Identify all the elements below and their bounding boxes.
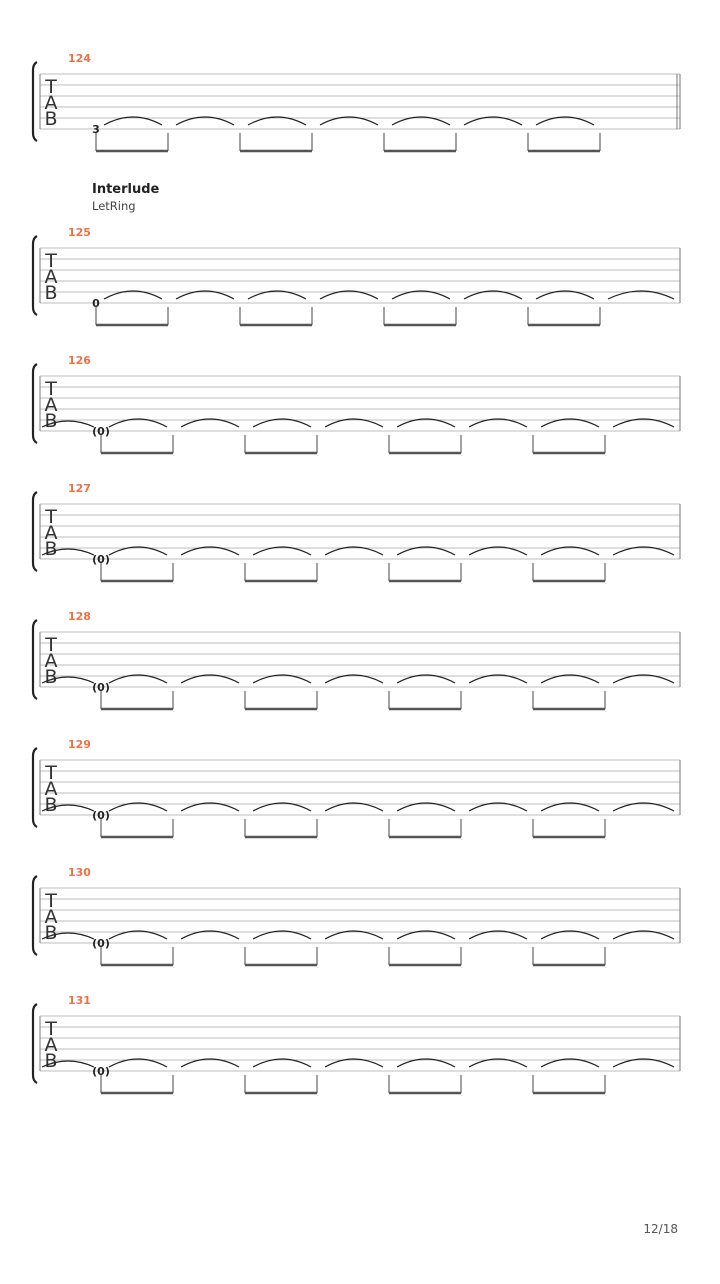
measure-number: 128 [68, 610, 91, 623]
fret-number: (0) [92, 425, 110, 438]
tab-clef-letter: T [45, 506, 57, 528]
tab-clef-letter: B [44, 922, 58, 944]
fret-number: (0) [92, 937, 110, 950]
tab-clef-letter: T [45, 1018, 57, 1040]
measure-number: 127 [68, 482, 91, 495]
tab-clef-letter: B [44, 108, 58, 130]
tab-staff [33, 610, 680, 709]
tab-clef-letter: A [44, 650, 58, 672]
measure-number: 131 [68, 994, 91, 1007]
tab-staff [33, 354, 680, 453]
staff-bracket [33, 236, 37, 315]
tab-clef-letter: A [44, 92, 58, 114]
measure-number: 130 [68, 866, 91, 879]
tab-staff [33, 866, 680, 965]
tab-clef-letter: B [44, 666, 58, 688]
section-subtitle: LetRing [92, 199, 136, 213]
tab-clef-letter: A [44, 266, 58, 288]
staff-bracket [33, 62, 37, 141]
tab-clef-letter: T [45, 250, 57, 272]
tab-staff [33, 738, 680, 837]
tab-clef-letter: T [45, 76, 57, 98]
tab-staff [33, 994, 680, 1093]
tab-clef-letter: T [45, 890, 57, 912]
tab-staff [33, 226, 680, 325]
tab-clef-letter: A [44, 1034, 58, 1056]
fret-number: (0) [92, 1065, 110, 1078]
tab-staff [33, 482, 680, 581]
page-number: 12/18 [643, 1222, 678, 1236]
fret-number: (0) [92, 553, 110, 566]
fret-number: (0) [92, 809, 110, 822]
tab-clef-letter: T [45, 378, 57, 400]
fret-number: 3 [92, 123, 100, 136]
staff-bracket [33, 748, 37, 827]
tab-clef-letter: A [44, 778, 58, 800]
section-title: Interlude [92, 182, 160, 197]
tab-clef-letter: A [44, 522, 58, 544]
tab-clef-letter: A [44, 906, 58, 928]
staff-bracket [33, 364, 37, 443]
tab-clef-letter: B [44, 538, 58, 560]
tab-clef-letter: A [44, 394, 58, 416]
tab-clef-letter: B [44, 1050, 58, 1072]
tab-clef-letter: T [45, 634, 57, 656]
measure-number: 124 [68, 52, 91, 65]
fret-number: (0) [92, 681, 110, 694]
tab-staff [33, 52, 680, 151]
staff-bracket [33, 876, 37, 955]
fret-number: 0 [92, 297, 100, 310]
staff-bracket [33, 1004, 37, 1083]
staff-bracket [33, 620, 37, 699]
tab-clef-letter: T [45, 762, 57, 784]
measure-number: 129 [68, 738, 91, 751]
measure-number: 126 [68, 354, 91, 367]
tab-clef-letter: B [44, 794, 58, 816]
measure-number: 125 [68, 226, 91, 239]
tab-clef-letter: B [44, 410, 58, 432]
tab-clef-letter: B [44, 282, 58, 304]
staff-bracket [33, 492, 37, 571]
